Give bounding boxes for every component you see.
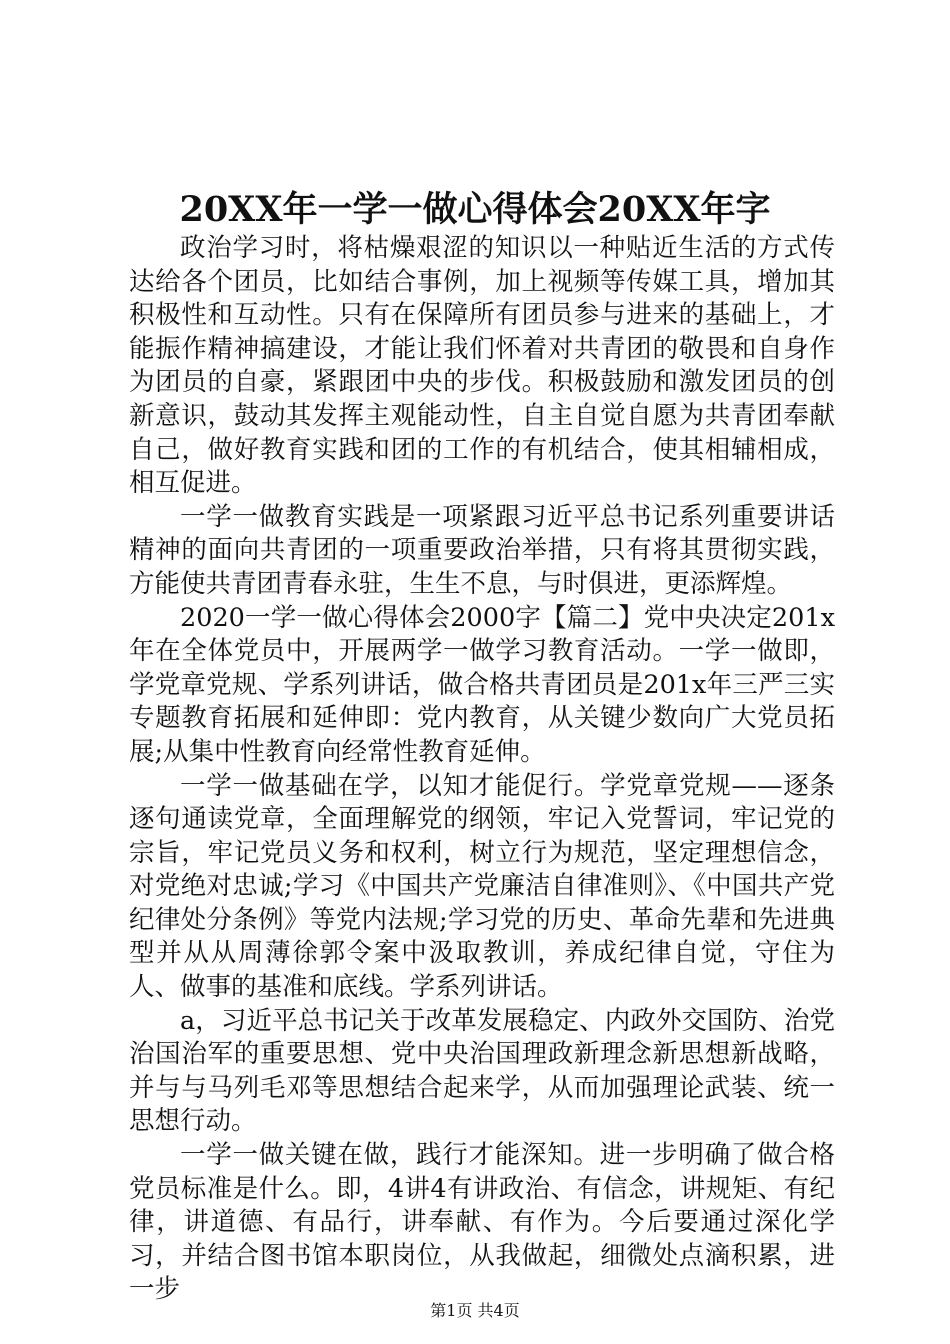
page-number-footer: 第1页 共4页 bbox=[430, 1301, 520, 1320]
document-title: 20XX年一学一做心得体会20XX年字 bbox=[179, 189, 771, 230]
paragraph: 一学一做关键在做，践行才能深知。进一步明确了做合格党员标准是什么。即，4讲4有讲政治、有信念，讲规矩、有纪律，讲道德、有品行，讲奉献、有作为。今后要通过深化学习，并结合图书馆本职岗位，从我做起，细微处点滴积累，进一步 bbox=[129, 1140, 835, 1305]
paragraph: 2020一学一做心得体会2000字【篇二】党中央决定201x年在全体党员中，开展两学一做学习教育活动。一学一做即，学党章党规、学系列讲话，做合格共青团员是201x年三严三实专题教育拓展和延伸即：党内教育，从关键少数向广大党员拓展;从集中性教育向经常性教育延伸。 bbox=[129, 602, 835, 767]
document-body bbox=[129, 232, 835, 1307]
paragraph: 政治学习时，将枯燥艰涩的知识以一种贴近生活的方式传达给各个团员，比如结合事例，加上视频等传媒工具，增加其积极性和互动性。只有在保障所有团员参与进来的基础上，才能振作精神搞建设，才能让我们怀着对共青团的敬畏和自身作为团员的自豪，紧跟团中央的步伐。积极鼓励和激发团员的创新意识，鼓动其发挥主观能动性，自主自觉自愿为共青团奉献自己，做好教育实践和团的工作的有机结合，使其相辅相成，相互促进。 bbox=[129, 233, 835, 499]
paragraph: 一学一做基础在学，以知才能促行。学党章党规——逐条逐句通读党章，全面理解党的纲领，牢记入党誓词，牢记党的宗旨，牢记党员义务和权利，树立行为规范，坚定理想信念，对党绝对忠诚;学习《中国共产党廉洁自律准则》、《中国共产党纪律处分条例》等党内法规;学习党的历史、革命先辈和先进典型并从从周薄徐郭令案中汲取教训，养成纪律自觉，守住为人、做事的基准和底线。学系列讲话。 bbox=[129, 770, 835, 1003]
paragraph: 一学一做教育实践是一项紧跟习近平总书记系列重要讲话精神的面向共青团的一项重要政治举措，只有将其贯彻实践，方能使共青团青春永驻，生生不息，与时俱进，更添辉煌。 bbox=[129, 501, 835, 599]
paragraph: a，习近平总书记关于改革发展稳定、内政外交国防、治党治国治军的重要思想、党中央治国理政新理念新思想新战略，并与与马列毛邓等思想结合起来学，从而加强理论武装、统一思想行动。 bbox=[129, 1005, 835, 1137]
